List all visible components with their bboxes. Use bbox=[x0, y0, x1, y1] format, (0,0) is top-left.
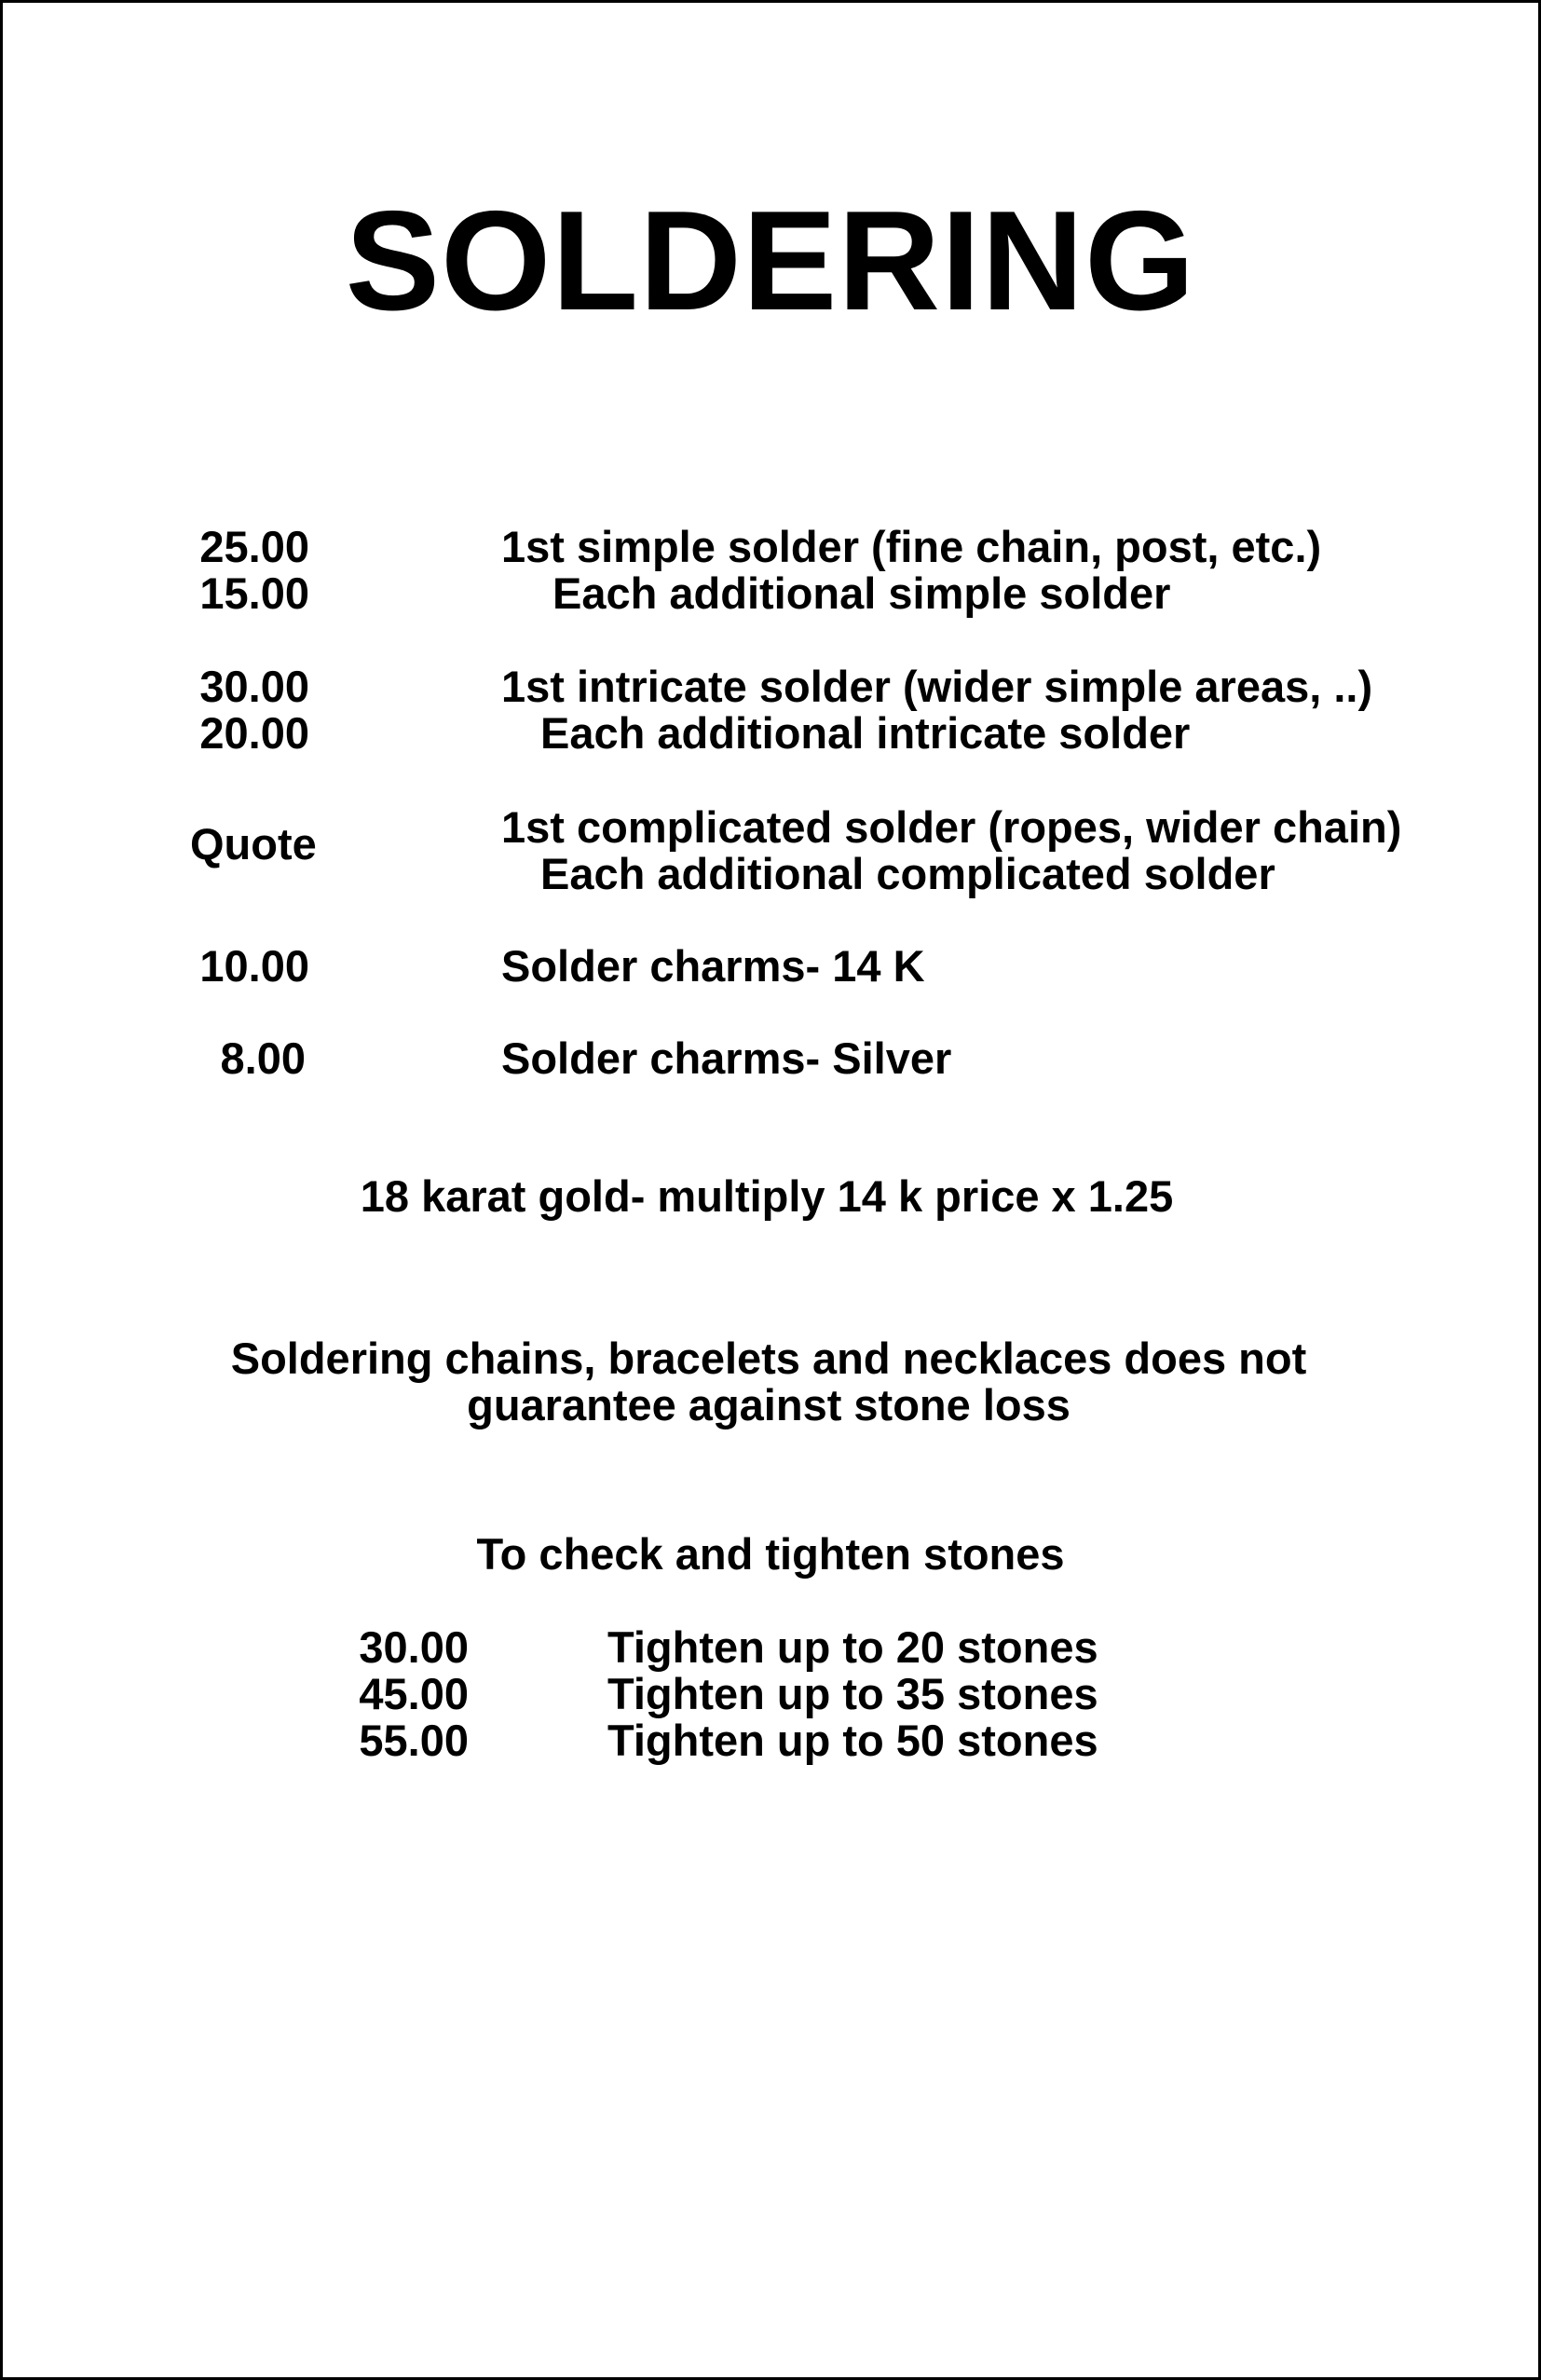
desc-intricate-additional: Each additional intricate solder bbox=[540, 708, 1191, 758]
price-complicated-quote: Quote bbox=[190, 819, 317, 869]
desc-intricate-first: 1st intricate solder (wider simple areas, ..) bbox=[501, 662, 1373, 711]
disclaimer-line-1: Soldering chains, bracelets and necklaces does not bbox=[230, 1334, 1307, 1383]
gold-note: 18 karat gold- multiply 14 k price x 1.25 bbox=[360, 1171, 1174, 1221]
page-title: SOLDERING bbox=[345, 182, 1196, 340]
price-tighten-50: 55.00 bbox=[359, 1716, 469, 1765]
price-charms-silver: 8.00 bbox=[220, 1033, 306, 1083]
stones-heading: To check and tighten stones bbox=[476, 1529, 1065, 1579]
price-simple-additional: 15.00 bbox=[199, 568, 309, 618]
desc-charms-14k: Solder charms- 14 K bbox=[501, 941, 925, 991]
desc-complicated-first: 1st complicated solder (ropes, wider chain) bbox=[501, 802, 1402, 852]
desc-tighten-35: Tighten up to 35 stones bbox=[607, 1669, 1098, 1718]
disclaimer-line-2: guarantee against stone loss bbox=[467, 1380, 1071, 1429]
desc-simple-additional: Each additional simple solder bbox=[552, 568, 1171, 618]
price-charms-14k: 10.00 bbox=[199, 941, 309, 991]
price-simple-first: 25.00 bbox=[199, 522, 309, 571]
desc-charms-silver: Solder charms- Silver bbox=[501, 1033, 952, 1083]
desc-tighten-50: Tighten up to 50 stones bbox=[607, 1716, 1098, 1765]
desc-complicated-additional: Each additional complicated solder bbox=[540, 849, 1275, 898]
price-intricate-first: 30.00 bbox=[199, 662, 309, 711]
price-intricate-additional: 20.00 bbox=[199, 708, 309, 758]
price-tighten-20: 30.00 bbox=[359, 1622, 469, 1672]
desc-tighten-20: Tighten up to 20 stones bbox=[607, 1622, 1098, 1672]
price-tighten-35: 45.00 bbox=[359, 1669, 469, 1718]
desc-simple-first: 1st simple solder (fine chain, post, etc.) bbox=[501, 522, 1322, 571]
